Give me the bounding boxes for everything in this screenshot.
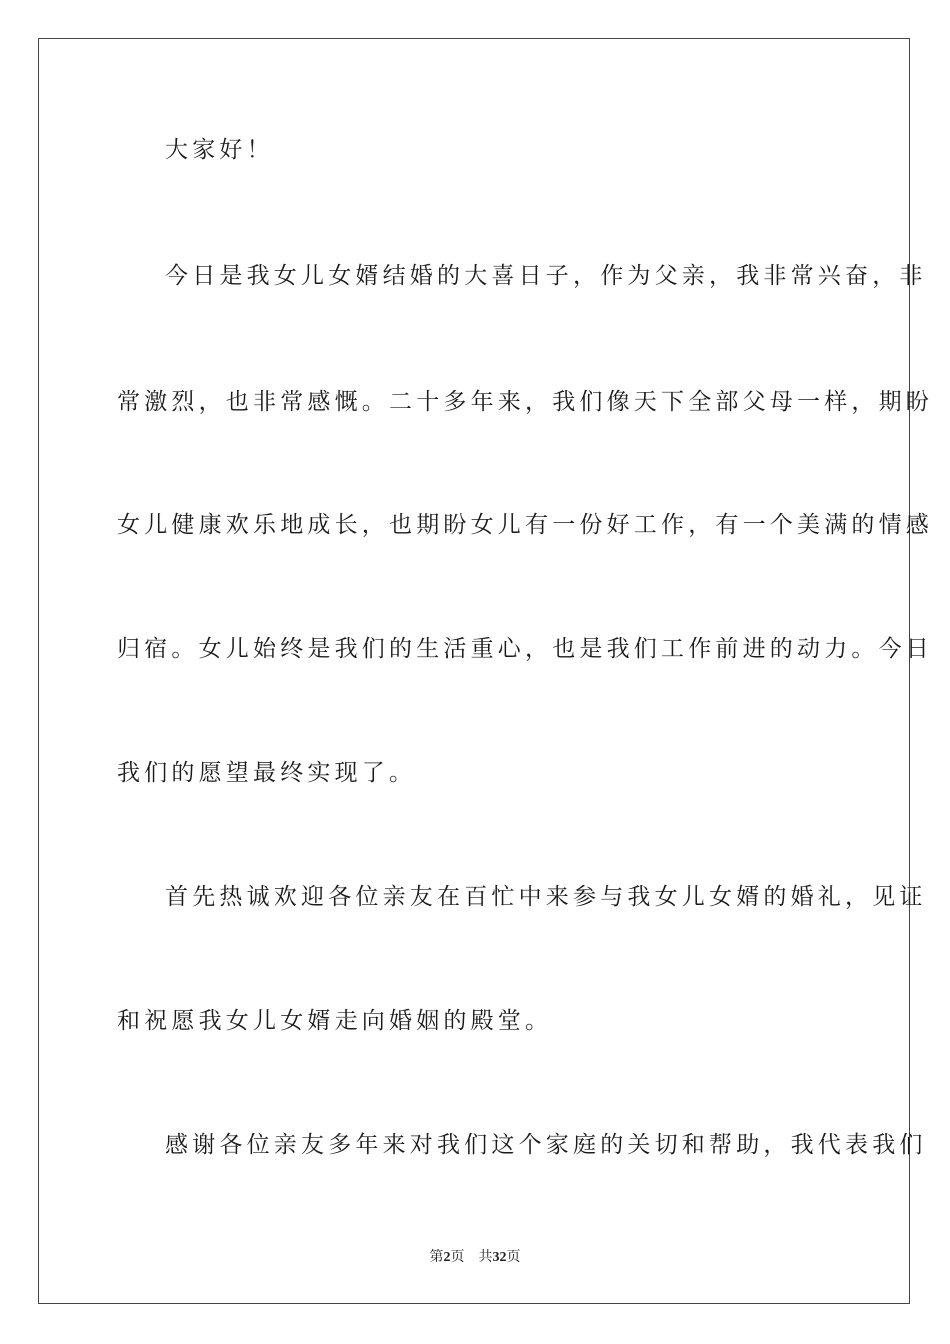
paragraph-1-line-3: 女儿健康欢乐地成长，也期盼女儿有一份好工作，有一个美满的情感 [117, 512, 933, 538]
paragraph-2-line-2: 和祝愿我女儿女婿走向婚姻的殿堂。 [117, 1008, 553, 1034]
footer-total-prefix: 共 [478, 1249, 493, 1265]
page-footer [0, 1248, 950, 1267]
page-border [38, 38, 933, 1304]
greeting-line: 大家好！ [165, 137, 274, 163]
footer-total-suffix: 页 [506, 1249, 521, 1265]
paragraph-1-line-2: 常激烈，也非常感慨。二十多年来，我们像天下全部父母一样，期盼 [117, 389, 933, 415]
paragraph-3-line-1: 感谢各位亲友多年来对我们这个家庭的关切和帮助，我代表我们 [165, 1132, 927, 1158]
paragraph-1-line-1: 今日是我女儿女婿结婚的大喜日子，作为父亲，我非常兴奋，非 [165, 263, 927, 289]
paragraph-1-line-4: 归宿。女儿始终是我们的生活重心，也是我们工作前进的动力。今日 [117, 636, 933, 662]
footer-page-prefix: 第 [429, 1249, 444, 1265]
footer-total-pages: 32 [492, 1250, 507, 1265]
paragraph-1-line-5: 我们的愿望最终实现了。 [117, 760, 417, 786]
footer-page-suffix: 页 [450, 1249, 465, 1265]
footer-page-number: 2 [443, 1250, 451, 1265]
paragraph-2-line-1: 首先热诚欢迎各位亲友在百忙中来参与我女儿女婿的婚礼，见证 [165, 884, 927, 910]
